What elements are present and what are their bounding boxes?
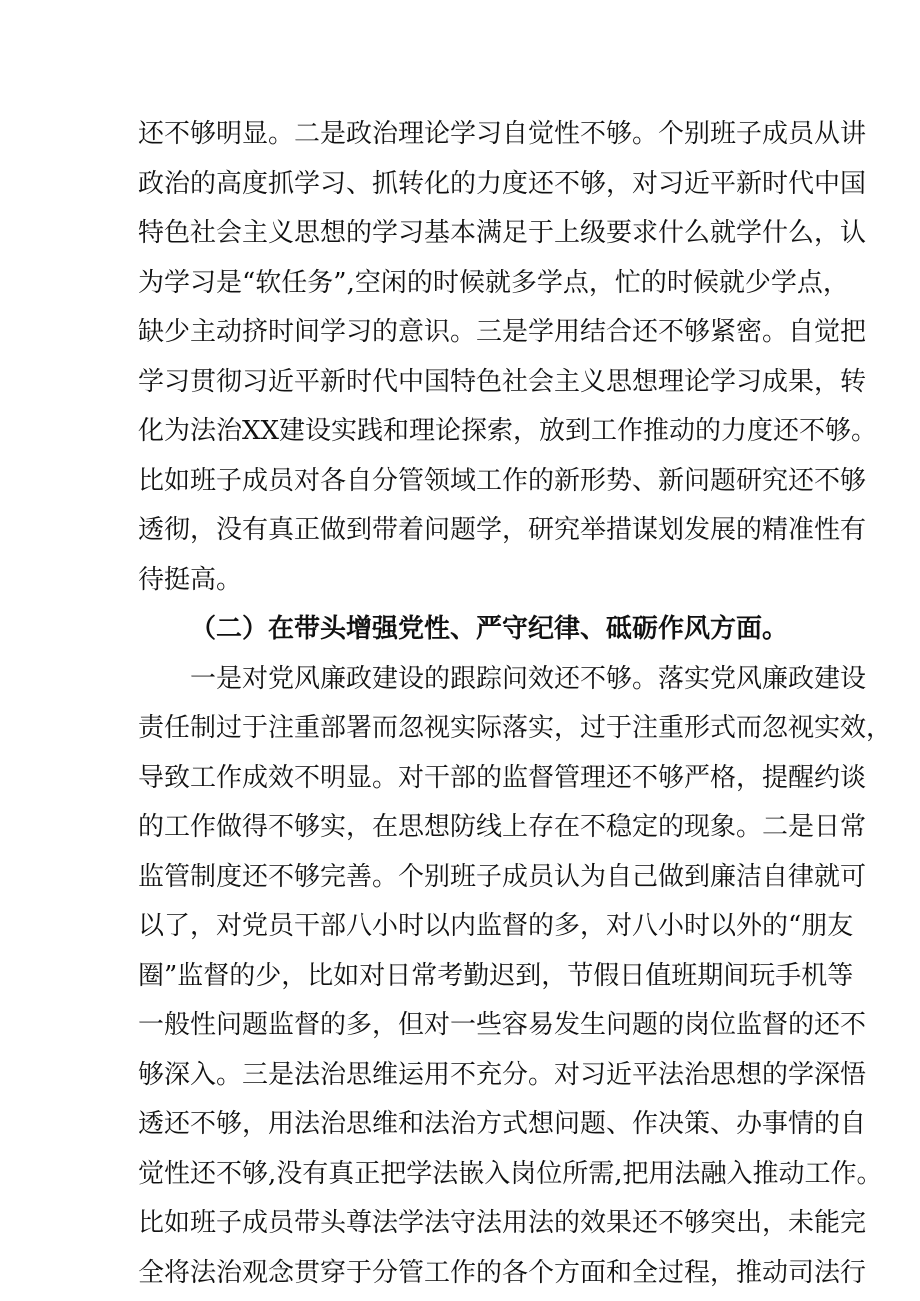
text-line: 责任制过于注重部署而忽视实际落实，过于注重形式而忽视实效，	[138, 713, 893, 743]
text-line: 比如班子成员对各自分管领域工作的新形势、新问题研究还不够	[138, 465, 867, 496]
text-line: 透彻，没有真正做到带着问题学，研究举措谋划发展的精准性有	[138, 515, 867, 545]
text-line: 一般性问题监督的多，但对一些容易发生问题的岗位监督的还不	[138, 1010, 867, 1040]
text-line: 特色社会主义思想的学习基本满足于上级要求什么就学什么，认	[138, 218, 867, 248]
text-line: 透还不够，用法治思维和法治方式想问题、作决策、办事情的自	[138, 1109, 867, 1139]
text-line: 待挺高。	[138, 564, 243, 595]
text-line: 以了，对党员干部八小时以内监督的多，对八小时以外的“朋友	[138, 911, 854, 941]
text-line: 缺少主动挤时间学习的意识。三是学用结合还不够紧密。自觉把	[138, 317, 867, 347]
text-line: 的工作做得不够实，在思想防线上存在不稳定的现象。二是日常	[138, 812, 867, 842]
text-line: 化为法治XX建设实践和理论探索，放到工作推动的力度还不够。	[138, 416, 878, 446]
body-text	[138, 110, 893, 1298]
section-heading: （二）在带头增强党性、严守纪律、砥砺作风方面。	[190, 614, 789, 644]
paragraph-first-line: 一是对党风廉政建设的跟踪问效还不够。落实党风廉政建设	[190, 663, 867, 694]
text-line: 全将法治观念贯穿于分管工作的各个方面和全过程，推动司法行	[138, 1257, 867, 1288]
text-line: 还不够明显。二是政治理论学习自觉性不够。个别班子成员从讲	[138, 119, 867, 149]
text-line: 监管制度还不够完善。个别班子成员认为自己做到廉洁自律就可	[138, 861, 867, 892]
text-line: 圈”监督的少，比如对日常考勤迟到，节假日值班期间玩手机等	[138, 960, 854, 991]
text-line: 导致工作成效不明显。对干部的监督管理还不够严格，提醒约谈	[138, 762, 867, 793]
text-line: 觉性还不够,没有真正把学法嵌入岗位所需,把用法融入推动工作。	[138, 1158, 883, 1189]
text-line: 比如班子成员带头尊法学法守法用法的效果还不够突出，未能完	[138, 1208, 867, 1238]
text-line: 为学习是“软任务”,空闲的时候就多学点，忙的时候就少学点，	[138, 267, 849, 298]
text-line: 学习贯彻习近平新时代中国特色社会主义思想理论学习成果，转	[138, 366, 867, 397]
text-line: 够深入。三是法治思维运用不充分。对习近平法治思想的学深悟	[138, 1059, 867, 1090]
text-line: 政治的高度抓学习、抓转化的力度还不够，对习近平新时代中国	[138, 168, 867, 199]
